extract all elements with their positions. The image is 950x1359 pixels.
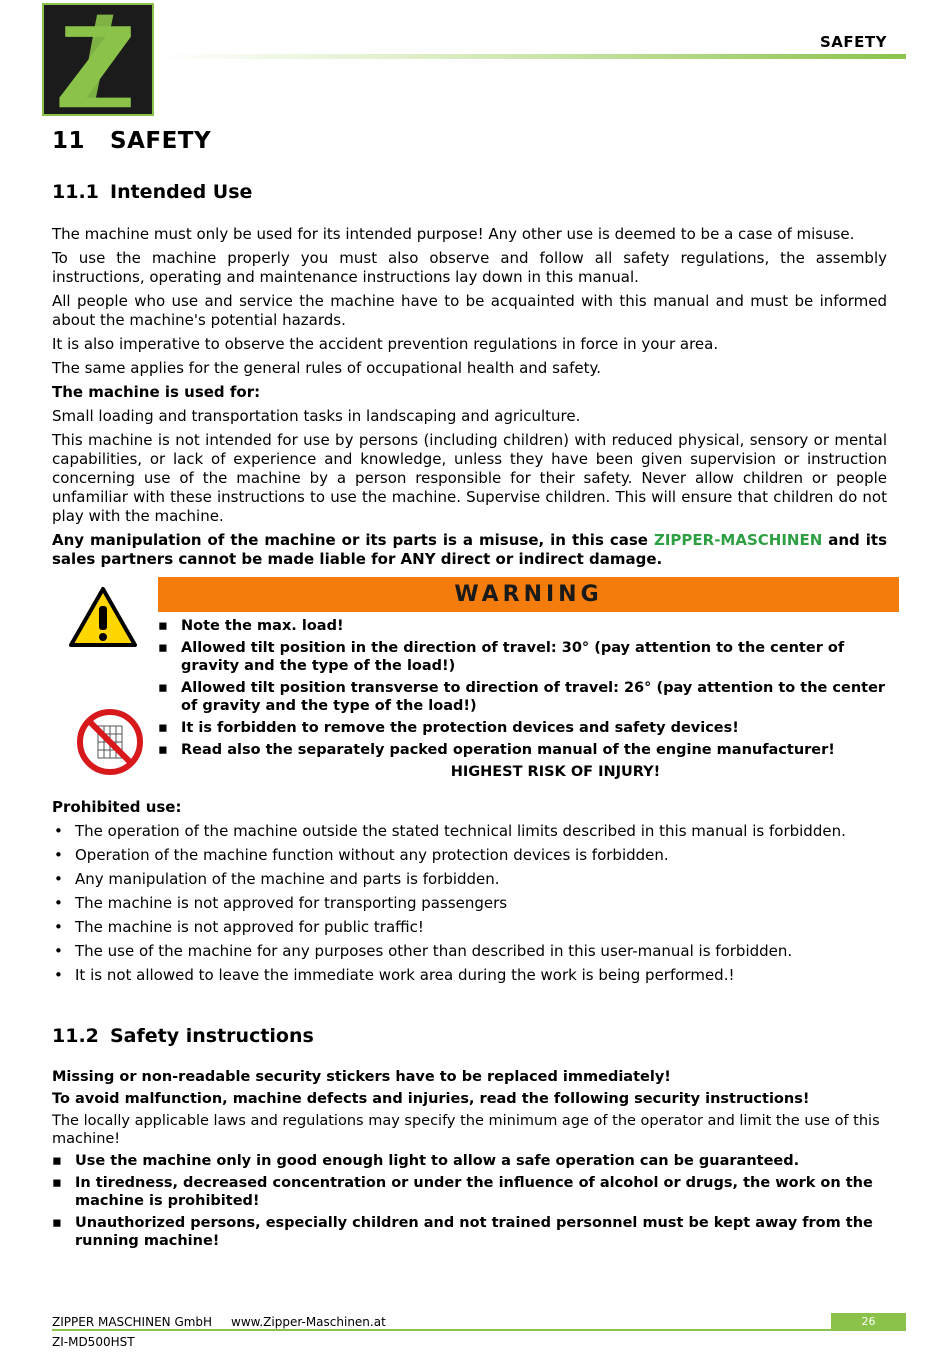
section-number: 11.2 xyxy=(52,1025,99,1047)
footer-company: ZIPPER MASCHINEN GmbH xyxy=(52,1315,213,1329)
warning-banner xyxy=(158,577,899,612)
bold-notice: To avoid malfunction, machine defects and injuries, read the following security instructions! xyxy=(52,1091,810,1107)
footer-model: ZI-MD500HST xyxy=(52,1335,135,1349)
warning-item: ▪ Allowed tilt position transverse to direction of travel: 26° (pay attention to the center of gravity and the type of the load!) xyxy=(158,679,893,715)
header-divider xyxy=(160,54,906,59)
chapter-title-text: SAFETY xyxy=(110,128,212,154)
list-item: • The use of the machine for any purposes other than described in this user-manual is forbidden. xyxy=(52,942,902,961)
used-for-heading: The machine is used for: xyxy=(52,383,261,401)
liability-text-end: and its sales partners cannot be made liable for ANY direct or indirect damage. xyxy=(52,531,887,568)
section-title: Intended Use xyxy=(110,181,253,203)
liability-text-start: Any manipulation of the machine or its parts is a misuse, in this case xyxy=(52,531,654,549)
safety-item: ▪ Unauthorized persons, especially children and not trained personnel must be kept away from the running machine! xyxy=(52,1214,892,1250)
section-number: 11.1 xyxy=(52,181,99,203)
header-section-label: SAFETY xyxy=(820,33,887,51)
age-note: The locally applicable laws and regulations may specify the minimum age of the operator and limit the use of this machine! xyxy=(52,1113,880,1147)
list-item: • The machine is not approved for public traffic! xyxy=(52,918,902,937)
prohibited-use-list xyxy=(52,822,902,990)
used-for-text: Small loading and transportation tasks in landscaping and agriculture. xyxy=(52,407,581,425)
list-item: • It is not allowed to leave the immediate work area during the work is being performed.! xyxy=(52,966,902,985)
chapter-number: 11 xyxy=(52,128,86,154)
warning-item: ▪ It is forbidden to remove the protection devices and safety devices! xyxy=(158,719,893,737)
liability-paragraph xyxy=(52,531,887,569)
list-item: • The operation of the machine outside the stated technical limits described in this manual is forbidden. xyxy=(52,822,902,841)
brand-name: ZIPPER-MASCHINEN xyxy=(653,531,823,549)
safety-item: ▪ In tiredness, decreased concentration or under the influence of alcohol or drugs, the work on the machine is prohibited! xyxy=(52,1174,892,1210)
paragraph: To use the machine properly you must also observe and follow all safety regulations, the assembly instructions, operating and maintenance instructions lay down in this manual. xyxy=(52,249,887,286)
bold-notice: Missing or non-readable security stickers have to be replaced immediately! xyxy=(52,1069,671,1085)
paragraph: It is also imperative to observe the accident prevention regulations in force in your area. xyxy=(52,335,719,353)
warning-triangle-icon xyxy=(68,586,138,648)
paragraph: The same applies for the general rules of occupational health and safety. xyxy=(52,359,601,377)
zipper-logo xyxy=(42,3,154,116)
warning-item: ▪ Read also the separately packed operation manual of the engine manufacturer! xyxy=(158,741,893,759)
list-item: • Any manipulation of the machine and parts is forbidden. xyxy=(52,870,902,889)
risk-statement: HIGHEST RISK OF INJURY! xyxy=(450,764,661,780)
intended-use-body xyxy=(52,225,887,574)
warning-title: WARNING xyxy=(454,582,603,607)
warning-list xyxy=(158,617,893,781)
footer-divider xyxy=(52,1329,831,1331)
safety-instructions-body xyxy=(52,1068,892,1254)
warning-item: ▪ Note the max. load! xyxy=(158,617,893,635)
page-number: 26 xyxy=(831,1313,906,1331)
section-heading-safety-instructions xyxy=(52,1025,314,1047)
prohibition-sign-icon xyxy=(76,708,144,776)
not-intended-paragraph: This machine is not intended for use by persons (including children) with reduced physical, sensory or mental capabilities, or lack of experience and knowledge, unless they have been given supervision or instruction concerning use of the machine by a person responsible for their safety. Never allow children or people unfamiliar with these instructions to use the machine. Supervise children. This will ensure that children do not play with the machine. xyxy=(52,431,887,525)
list-item: • Operation of the machine function without any protection devices is forbidden. xyxy=(52,846,902,865)
list-item: • The machine is not approved for transporting passengers xyxy=(52,894,902,913)
section-heading-intended-use xyxy=(52,181,252,203)
prohibited-use-heading: Prohibited use: xyxy=(52,798,182,816)
warning-item: ▪ Allowed tilt position in the direction of travel: 30° (pay attention to the center of gravity and the type of the load!) xyxy=(158,639,893,675)
section-title: Safety instructions xyxy=(110,1025,314,1047)
paragraph: The machine must only be used for its intended purpose! Any other use is deemed to be a case of misuse. xyxy=(52,225,855,243)
paragraph: All people who use and service the machine have to be acquainted with this manual and must be informed about the machine's potential hazards. xyxy=(52,292,887,329)
footer-url: www.Zipper-Maschinen.at xyxy=(231,1315,386,1329)
chapter-title xyxy=(52,128,211,154)
safety-item: ▪ Use the machine only in good enough light to allow a safe operation can be guaranteed. xyxy=(52,1152,892,1170)
